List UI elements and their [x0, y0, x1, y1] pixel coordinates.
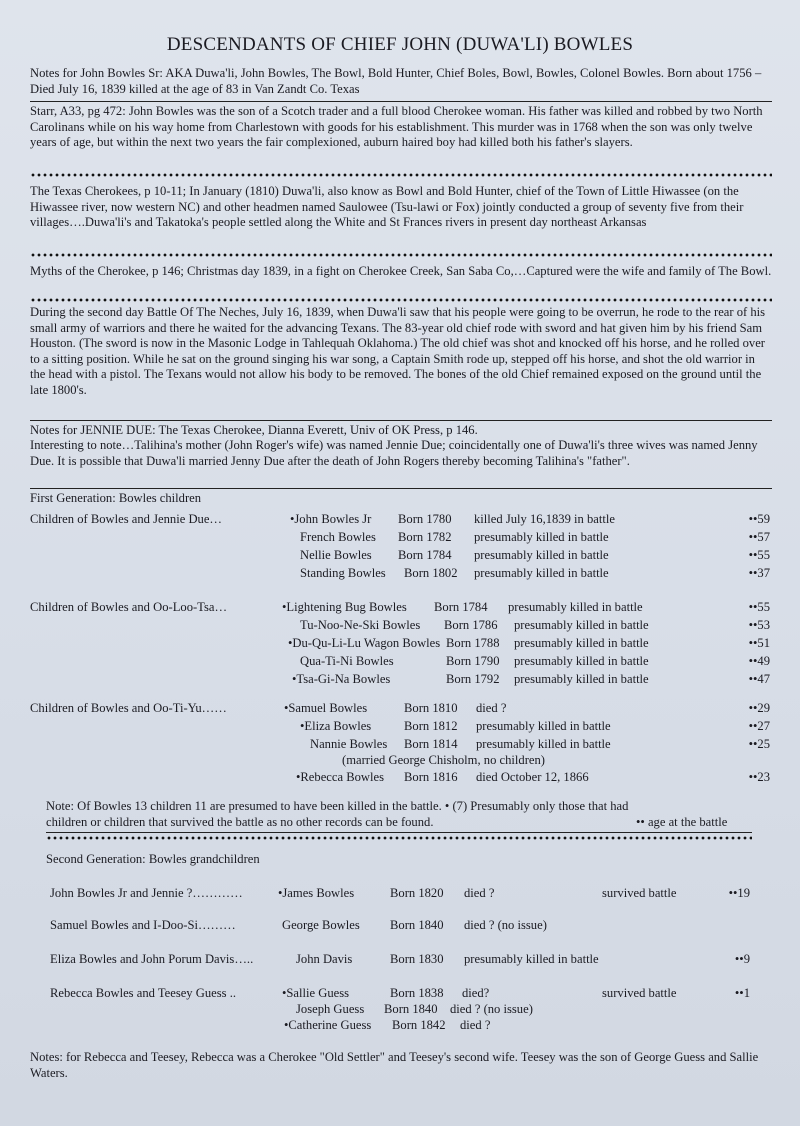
grandchild-fate: died ? (no issue)	[464, 918, 547, 932]
grandchild-born: Born 1830	[390, 952, 444, 966]
grandchild-parents: Eliza Bowles and John Porum Davis…..	[50, 952, 254, 966]
grandchild-age: ••19	[728, 886, 750, 900]
child-age: ••53	[748, 618, 770, 632]
child-fate: presumably killed in battle	[476, 737, 611, 751]
grandchild-age: ••1	[734, 986, 750, 1000]
paragraph-jennie-note: Interesting to note…Talihina's mother (John Roger's wife) was named Jennie Due; coincidentally one of Duwa'li's three wives was named Jenny Due. It is possible that Duwa'li married Jenny Due after the death of John Rogers thereby becoming Talihina's "father".	[30, 438, 758, 468]
child-name: Nannie Bowles	[310, 737, 388, 751]
child-age: ••23	[748, 770, 770, 784]
child-age: ••59	[748, 512, 770, 526]
group-label: Children of Bowles and Oo-Loo-Tsa…	[30, 600, 228, 614]
paragraph-starr: Starr, A33, pg 472: John Bowles was the son of a Scotch trader and a full blood Cherokee woman. His father was killed and robbed by two North Carolinans while on his way home from Charlestown with goods for his establishment. This murder was in 1768 when the son was only twelve years of age, but within the next two years the fair complexioned, auburn haired boy had killed both his father's slayers.	[30, 104, 763, 150]
grandchild-born: Born 1840	[384, 1002, 438, 1016]
child-name: •Rebecca Bowles	[296, 770, 384, 784]
child-age: ••57	[748, 530, 770, 544]
child-marriage-note: (married George Chisholm, no children)	[342, 753, 545, 767]
child-name: •Samuel Bowles	[284, 701, 368, 715]
child-fate: died October 12, 1866	[476, 770, 589, 784]
paragraph-texas-cherokees: The Texas Cherokees, p 10-11; In January (1810) Duwa'li, also know as Bowl and Bold Hunter, chief of the Town of Little Hiwassee (on the Hiwassee river, now western NC) and other headmen named Saulowee (Tsu-lawi or Fox) jointly conducted a group of seventy five from their villages….Duwa'li's and Takatoka's people settled along the White and St Frances rivers in present day northeast Arkansas	[30, 184, 744, 230]
paragraph-battle: During the second day Battle Of The Neches, July 16, 1839, when Duwa'li saw that his people were going to be overrun, he rode to the rear of his small army of warriors and there he waited for the advancing Texans. The 83-year old chief rode with sword and hat given him by his friend Sam Houston. (The sword is now in the Masonic Lodge in Tahlequah Oklahoma.) The old chief was shot and knocked off his horse, and he rolled over to a sitting position. While he sat on the ground singing his war song, a Captain Smith rode up, stepped off his horse, and shot the old warrior in the head with a pistol. The Texans would not allow his body to be removed. The bones of the old Chief remained exposed on the ground until the late 1800's.	[30, 305, 766, 397]
note-line-2: children or children that survived the battle as no other records can be found.	[46, 815, 434, 829]
child-born: Born 1802	[404, 566, 458, 580]
child-born: Born 1784	[434, 600, 488, 614]
divider	[30, 488, 772, 489]
note-line-1: Note: Of Bowles 13 children 11 are presumed to have been killed in the battle. • (7) Presumably only those that had	[46, 799, 629, 813]
grandchild-name: •Catherine Guess	[284, 1018, 372, 1032]
grandchild-born: Born 1840	[390, 918, 444, 932]
child-name: Nellie Bowles	[300, 548, 372, 562]
divider	[46, 832, 752, 833]
note-legend: •• age at the battle	[636, 815, 728, 829]
child-born: Born 1784	[398, 548, 452, 562]
child-fate: presumably killed in battle	[474, 548, 609, 562]
child-born: Born 1792	[446, 672, 500, 686]
child-born: Born 1810	[404, 701, 458, 715]
group-label: Children of Bowles and Jennie Due…	[30, 512, 223, 526]
child-name: •Du-Qu-Li-Lu Wagon Bowles	[288, 636, 441, 650]
divider	[30, 101, 772, 102]
child-fate: presumably killed in battle	[474, 566, 609, 580]
child-age: ••55	[748, 548, 770, 562]
child-fate: presumably killed in battle	[514, 636, 649, 650]
child-age: ••47	[748, 672, 770, 686]
second-generation-heading: Second Generation: Bowles grandchildren	[46, 852, 260, 866]
child-fate: presumably killed in battle	[514, 618, 649, 632]
child-name: French Bowles	[300, 530, 376, 544]
grandchild-name: •James Bowles	[278, 886, 355, 900]
grandchild-born: Born 1820	[390, 886, 444, 900]
child-age: ••37	[748, 566, 770, 580]
child-born: Born 1788	[446, 636, 500, 650]
child-born: Born 1790	[446, 654, 500, 668]
divider	[30, 420, 772, 421]
document-title: DESCENDANTS OF CHIEF JOHN (DUWA'LI) BOWLES	[166, 34, 634, 55]
child-name: •Lightening Bug Bowles	[282, 600, 407, 614]
child-age: ••51	[748, 636, 770, 650]
child-fate: presumably killed in battle	[508, 600, 643, 614]
child-born: Born 1780	[398, 512, 452, 526]
child-born: Born 1782	[398, 530, 452, 544]
grandchild-age: ••9	[734, 952, 750, 966]
grandchild-status: survived battle	[602, 986, 677, 1000]
paragraph-myths: Myths of the Cherokee, p 146; Christmas day 1839, in a fight on Cherokee Creek, San Saba Co,…Captured were the wife and family of The Bowl.	[30, 264, 772, 278]
grandchild-parents: Samuel Bowles and I-Doo-Si………	[50, 918, 236, 932]
child-fate: presumably killed in battle	[476, 719, 611, 733]
child-name: •Tsa-Gi-Na Bowles	[292, 672, 391, 686]
paragraph-jennie-citation: Notes for JENNIE DUE: The Texas Cherokee, Dianna Everett, Univ of OK Press, p 146.	[30, 423, 478, 437]
child-born: Born 1786	[444, 618, 498, 632]
grandchild-born: Born 1842	[392, 1018, 446, 1032]
child-name: Qua-Ti-Ni Bowles	[300, 654, 394, 668]
grandchild-fate: died ? (no issue)	[450, 1002, 533, 1016]
dotted-divider	[30, 253, 772, 257]
child-name: Tu-Noo-Ne-Ski Bowles	[300, 618, 421, 632]
grandchild-parents: John Bowles Jr and Jennie ?…………	[50, 886, 243, 900]
child-fate: died ?	[476, 701, 507, 715]
child-born: Born 1816	[404, 770, 458, 784]
grandchild-born: Born 1838	[390, 986, 444, 1000]
child-fate: killed July 16,1839 in battle	[474, 512, 615, 526]
grandchild-fate: died ?	[464, 886, 495, 900]
group-label: Children of Bowles and Oo-Ti-Yu……	[30, 701, 227, 715]
child-name: •John Bowles Jr	[290, 512, 372, 526]
grandchild-name: George Bowles	[282, 918, 360, 932]
grandchild-fate: died ?	[460, 1018, 491, 1032]
child-born: Born 1812	[404, 719, 458, 733]
grandchild-name: Joseph Guess	[296, 1002, 365, 1016]
grandchild-name: •Sallie Guess	[282, 986, 350, 1000]
dotted-divider	[46, 836, 752, 840]
grandchild-parents: Rebecca Bowles and Teesey Guess ..	[50, 986, 236, 1000]
child-name: Standing Bowles	[300, 566, 386, 580]
grandchild-name: John Davis	[296, 952, 353, 966]
grandchild-status: survived battle	[602, 886, 677, 900]
child-born: Born 1814	[404, 737, 458, 751]
dotted-divider	[30, 298, 772, 302]
first-generation-heading: First Generation: Bowles children	[30, 491, 202, 505]
child-age: ••25	[748, 737, 770, 751]
child-fate: presumably killed in battle	[514, 654, 649, 668]
dotted-divider	[30, 173, 772, 177]
child-age: ••29	[748, 701, 770, 715]
child-age: ••27	[748, 719, 770, 733]
child-age: ••49	[748, 654, 770, 668]
grandchild-fate: presumably killed in battle	[464, 952, 599, 966]
final-note: Notes: for Rebecca and Teesey, Rebecca was a Cherokee "Old Settler" and Teesey's second wife. Teesey was the son of George Guess and Sallie Waters.	[30, 1050, 759, 1080]
child-fate: presumably killed in battle	[514, 672, 649, 686]
child-fate: presumably killed in battle	[474, 530, 609, 544]
child-age: ••55	[748, 600, 770, 614]
child-name: •Eliza Bowles	[300, 719, 372, 733]
notes-header: Notes for John Bowles Sr: AKA Duwa'li, John Bowles, The Bowl, Bold Hunter, Chief Boles, Bowl, Bowles, Colonel Bowles. Born about 1756 – Died July 16, 1839 killed at the age of 83 in Van Zandt Co. Texas	[30, 66, 762, 96]
grandchild-fate: died?	[462, 986, 490, 1000]
